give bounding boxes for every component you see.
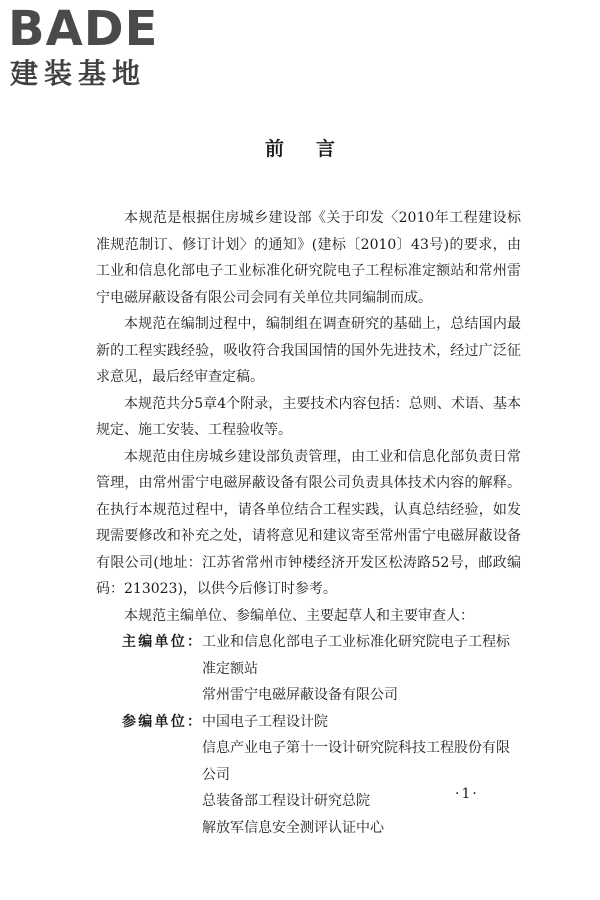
participating-units-label: 参编单位： [122, 713, 202, 730]
paragraph-management: 本规范由住房城乡建设部负责管理，由工业和信息化部负责日常管理，由常州雷宁电磁屏蔽设备有限公司负责具体技术内容的解释。在执行本规范过程中，请各单位结合工程实践，认真总结经验，如发现需要修改和补充之处，请将意见和建议寄至常州雷宁电磁屏蔽设备有限公司(地址：江苏省常州市钟楼经济开发区松涛路52号，邮政编码：213023)，以供今后修订时参考。 [96, 448, 521, 597]
participating-unit-item: 中国电子工程设计院 [202, 713, 328, 730]
chief-units-section [122, 629, 521, 709]
chief-units-label: 主编单位： [122, 634, 202, 650]
paragraph-contents: 本规范共分5章4个附录，主要技术内容包括：总则、术语、基本规定、施工安装、工程验收等。 [96, 395, 521, 438]
participating-unit-item: 总装备部工程设计研究总院 [202, 793, 370, 809]
paragraph-process: 本规范在编制过程中，编制组在调查研究的基础上，总结国内最新的工程实践经验，吸收符合我国国情的国外先进技术，经过广泛征求意见，最后经审查定稿。 [96, 316, 521, 385]
paragraph-units-intro: 本规范主编单位、参编单位、主要起草人和主要审查人： [124, 607, 474, 624]
chief-unit-item: 常州雷宁电磁屏蔽设备有限公司 [202, 687, 398, 703]
bade-logo [8, 1, 180, 96]
participating-units-section [122, 709, 521, 842]
page-title: 前言 [264, 138, 367, 160]
logo-subtitle: 建装基地 [10, 57, 147, 90]
paragraph-origin: 本规范是根据住房城乡建设部《关于印发〈2010年工程建设标准规范制订、修订计划〉的通知》(建标〔2010〕43号)的要求，由工业和信息化部电子工业标准化研究院电子工程标准定额站和常州雷宁电磁屏蔽设备有限公司会同有关单位共同编制而成。 [96, 210, 521, 306]
preface-body [96, 205, 521, 841]
logo-mark: BADE [8, 1, 159, 57]
page-number: ·1· [455, 786, 479, 802]
participating-unit-item: 解放军信息安全测评认证中心 [202, 819, 384, 836]
chief-units-list [202, 629, 521, 709]
participating-unit-item: 信息产业电子第十一设计研究院科技工程股份有限公司 [202, 740, 510, 783]
chief-unit-item: 工业和信息化部电子工业标准化研究院电子工程标准定额站 [202, 634, 510, 677]
participating-units-list [202, 709, 521, 842]
